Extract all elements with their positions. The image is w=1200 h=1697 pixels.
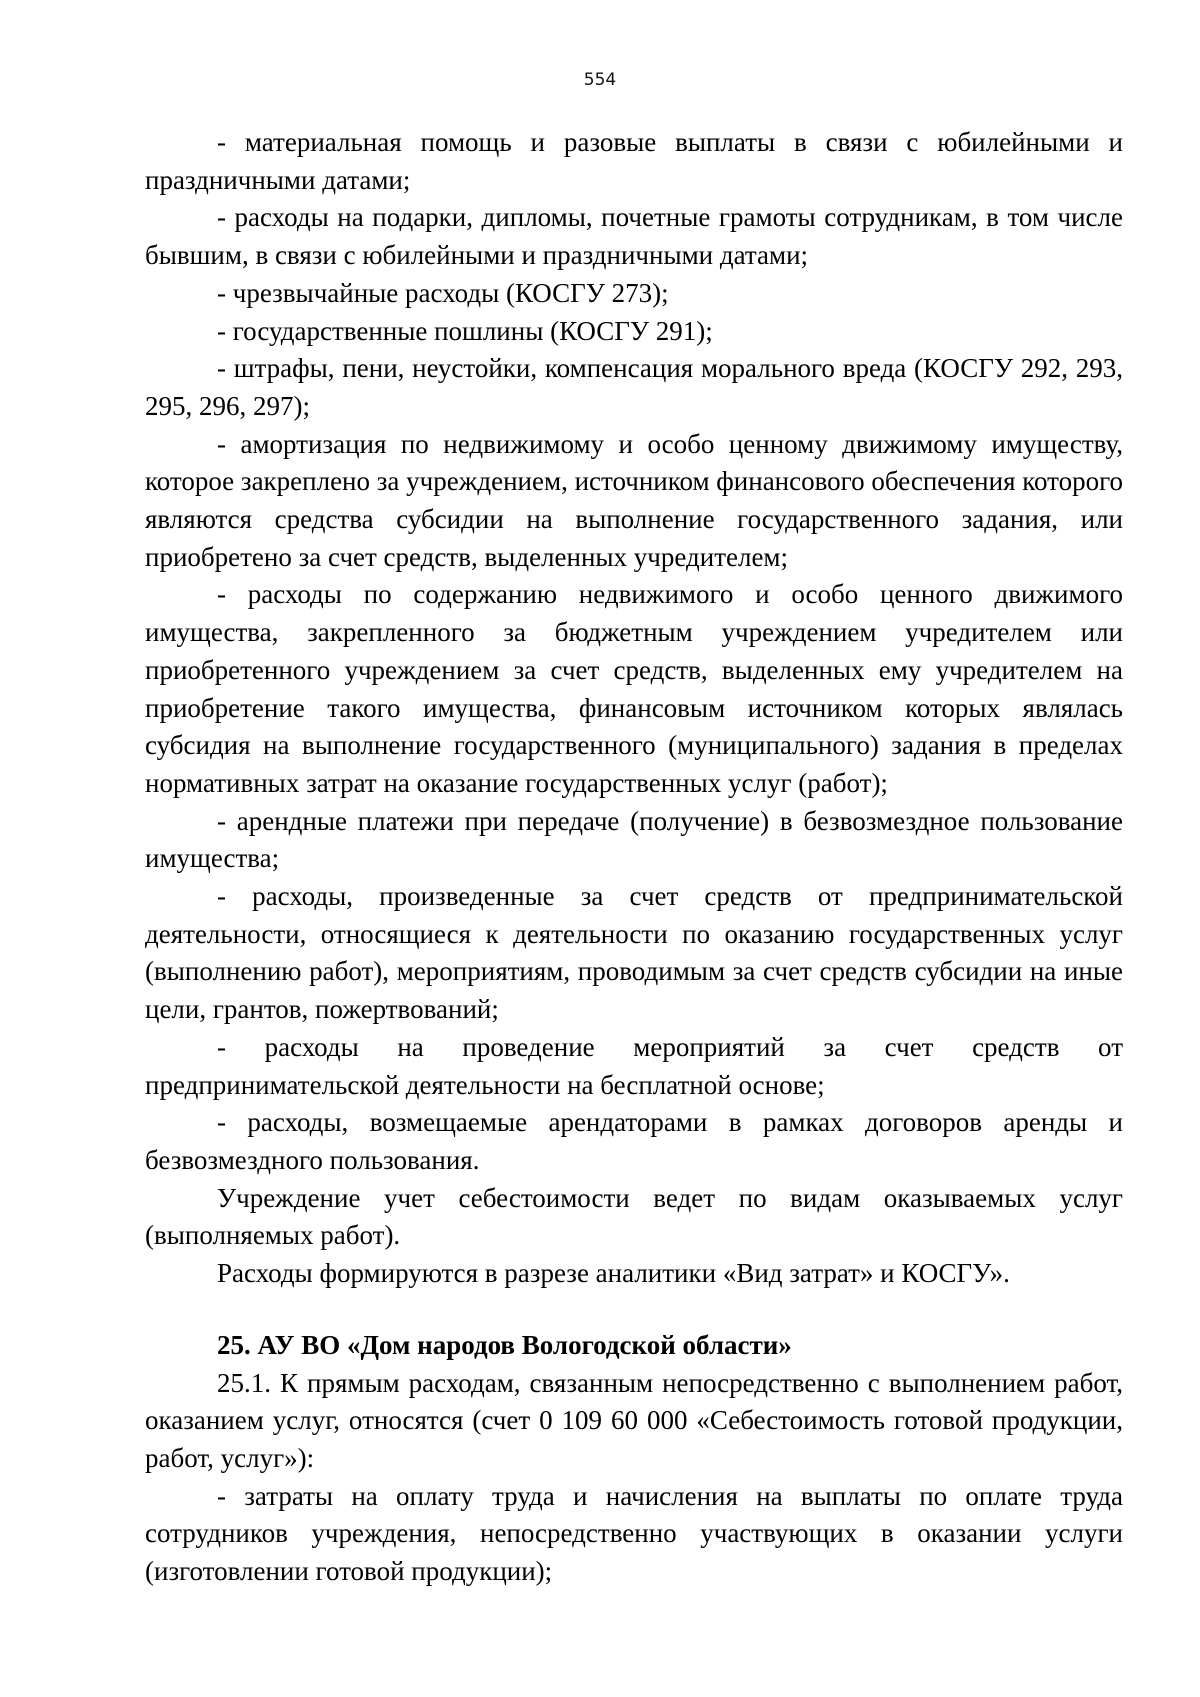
document-body: [145, 124, 1123, 1591]
paragraph-property-maintenance: - расходы по содержанию недвижимого и особо ценного движимого имущества, закрепленного за бюджетным учреждением учредителем или приобретенного учреждением за счет средств, выделенных ему учредителем на приобретение такого имущества, финансовым источником которых являлась субсидия на выполнение государственного (муниципального) задания в пределах нормативных затрат на оказание государственных услуг (работ);: [145, 579, 1123, 798]
paragraph-rent-payments: - арендные платежи при передаче (получение) в безвозмездное пользование имущества;: [145, 805, 1123, 874]
paragraph-reimbursed-expenses: - расходы, возмещаемые арендаторами в рамках договоров аренды и безвозмездного пользования.: [145, 1107, 1123, 1175]
paragraph-fines: - штрафы, пени, неустойки, компенсация морального вреда (КОСГУ 292, 293, 295, 296, 297);: [145, 353, 1123, 421]
paragraph-direct-expenses: 25.1. К прямым расходам, связанным непосредственно с выполнением работ, оказанием услуг, относятся (счет 0 109 60 000 «Себестоимость готовой продукции, работ, услуг»):: [145, 1367, 1123, 1473]
paragraph-state-duties: - государственные пошлины (КОСГУ 291);: [217, 315, 713, 346]
paragraph-gifts: - расходы на подарки, дипломы, почетные грамоты сотрудникам, в том числе бывшим, в связи с юбилейными и праздничными датами;: [145, 202, 1123, 271]
paragraph-depreciation: - амортизация по недвижимому и особо ценному движимому имуществу, которое закреплено за учреждением, источником финансового обеспечения которого являются средства субсидии на выполнение государственного задания, или приобретено за счет средств, выделенных учредителем;: [145, 428, 1123, 572]
paragraph-labor-costs: - затраты на оплату труда и начисления на выплаты по оплате труда сотрудников учреждения, непосредственно участвующих в оказании услуги (изготовлении готовой продукции);: [145, 1480, 1123, 1587]
paragraph-business-expenses: - расходы, произведенные за счет средств от предпринимательской деятельности, относящиеся к деятельности по оказанию государственных услуг (выполнению работ), мероприятиям, проводимым за счет средств субсидии на иные цели, грантов, пожертвований;: [145, 881, 1123, 1025]
paragraph-free-events: - расходы на проведение мероприятий за счет средств от предпринимательской деятельности на бесплатной основе;: [145, 1031, 1123, 1100]
paragraph-emergency-expenses: - чрезвычайные расходы (КОСГУ 273);: [217, 277, 669, 308]
paragraph-expense-analytics: Расходы формируются в разрезе аналитики «Вид затрат» и КОСГУ».: [217, 1258, 1010, 1289]
paragraph-material-aid: - материальная помощь и разовые выплаты в связи с юбилейными и праздничными датами;: [145, 127, 1123, 195]
page-number: 554: [583, 70, 617, 90]
section-heading: 25. АУ ВО «Дом народов Вологодской области»: [217, 1329, 792, 1360]
paragraph-cost-accounting: Учреждение учет себестоимости ведет по видам оказываемых услуг (выполняемых работ).: [145, 1182, 1123, 1251]
